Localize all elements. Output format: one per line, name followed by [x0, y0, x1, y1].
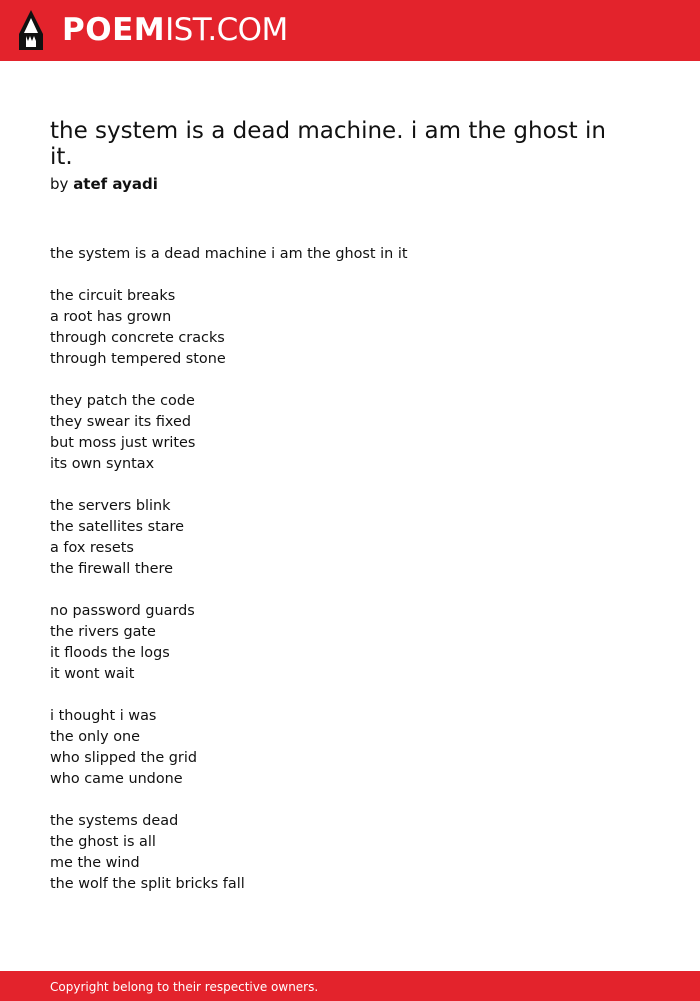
- poem-line: it wont wait: [50, 666, 135, 682]
- poem-line: the satellites stare: [50, 519, 184, 535]
- pencil-tip-icon[interactable]: [18, 9, 44, 51]
- poem-line: no password guards: [50, 603, 195, 619]
- site-header: [0, 0, 700, 61]
- poem-line: the systems dead: [50, 813, 179, 829]
- poem-line: but moss just writes: [50, 435, 196, 451]
- stanza-gap: [50, 265, 650, 286]
- poem-line: they swear its fixed: [50, 414, 191, 430]
- poem-line: i thought i was: [50, 708, 157, 724]
- stanza-gap: [50, 475, 650, 496]
- poem-title: the system is a dead machine. i am the ghost in it.: [50, 118, 606, 170]
- stanza-gap: [50, 790, 650, 811]
- poem-line: its own syntax: [50, 456, 155, 472]
- poem-line: me the wind: [50, 855, 140, 871]
- byline-label: by: [50, 175, 69, 193]
- poem-line: through concrete cracks: [50, 330, 225, 346]
- poem-line: the wolf the split bricks fall: [50, 876, 245, 892]
- site-logo[interactable]: [62, 11, 288, 49]
- site-footer: [0, 971, 700, 1001]
- poem-line: a root has grown: [50, 309, 172, 325]
- poem-line: it floods the logs: [50, 645, 170, 661]
- stanza: [50, 496, 650, 580]
- poem-line: they patch the code: [50, 393, 195, 409]
- logo-light-text: IST.COM: [165, 12, 288, 48]
- poem-line: through tempered stone: [50, 351, 226, 367]
- poem-line: the system is a dead machine i am the ghost in it: [50, 246, 408, 262]
- stanza: [50, 286, 650, 370]
- author-name: atef ayadi: [73, 175, 158, 193]
- stanza-gap: [50, 685, 650, 706]
- stanza-gap: [50, 370, 650, 391]
- poem-line: the circuit breaks: [50, 288, 176, 304]
- stanza: [50, 811, 650, 895]
- stanza: [50, 706, 650, 790]
- poem-line: the servers blink: [50, 498, 171, 514]
- stanza: [50, 391, 650, 475]
- poem-line: who slipped the grid: [50, 750, 197, 766]
- copyright-notice: Copyright belong to their respective owners.: [50, 980, 319, 994]
- poem-line: a fox resets: [50, 540, 134, 556]
- poem-line: who came undone: [50, 771, 183, 787]
- poem-line: the firewall there: [50, 561, 173, 577]
- poem-body: [50, 244, 650, 895]
- stanza-gap: [50, 580, 650, 601]
- logo-bold-text: POEM: [62, 12, 166, 48]
- poem-line: the ghost is all: [50, 834, 156, 850]
- byline: [50, 174, 158, 194]
- stanza: [50, 601, 650, 685]
- poem-line: the rivers gate: [50, 624, 156, 640]
- poem-line: the only one: [50, 729, 140, 745]
- stanza: [50, 244, 650, 265]
